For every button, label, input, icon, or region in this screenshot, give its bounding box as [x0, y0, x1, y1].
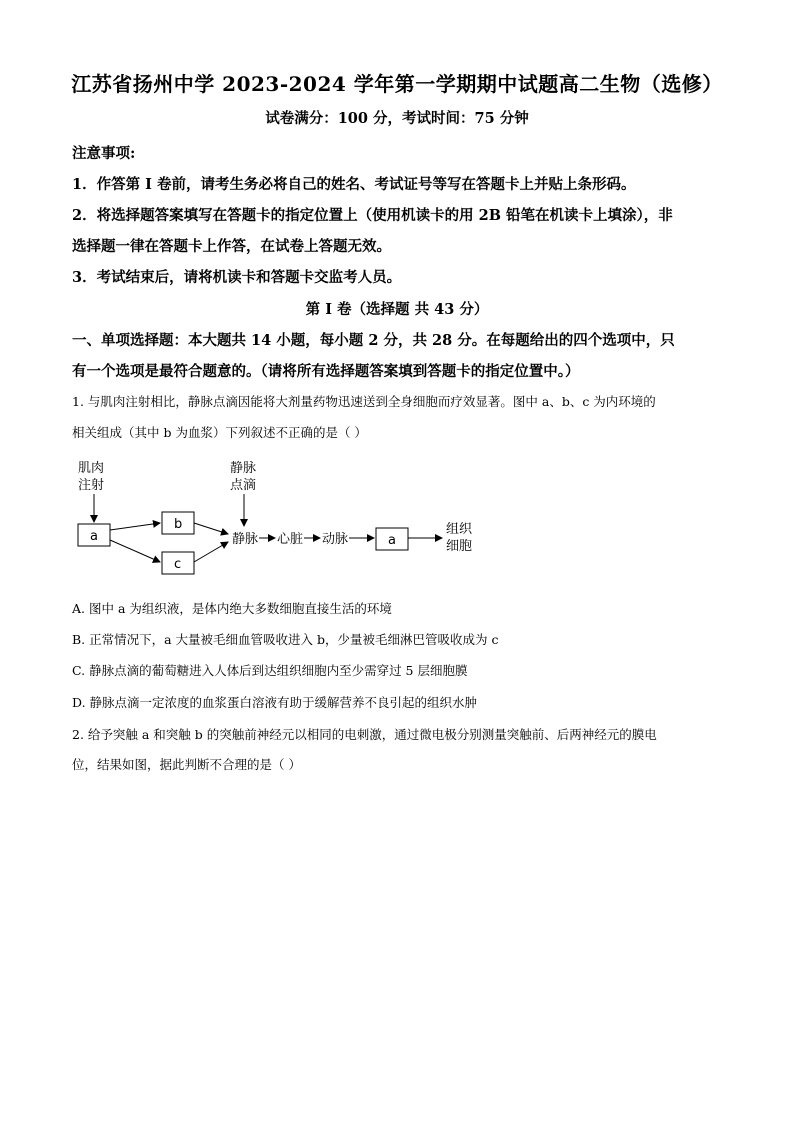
label-muscle-injection-1: 肌肉: [78, 461, 105, 476]
question-2-stem-line-1: 2. 给予突触 a 和突触 b 的突触前神经元以相同的电刺激，通过微电极分别测量突触前、后两神经元的膜电: [72, 727, 657, 742]
section-intro-2: 有一个选项是最符合题意的。（请将所有选择题答案填到答题卡的指定位置中。）: [72, 363, 580, 380]
box-a-second-label: a: [388, 533, 396, 548]
body-fluid-flow-diagram: [66, 458, 506, 588]
box-b-label: b: [174, 517, 183, 532]
notice-item-2: 2．将选择题答案填写在答题卡的指定位置上（使用机读卡的用 2B 铅笔在机读卡上填涂），非: [72, 207, 673, 224]
question-1-stem-line-1: 1. 与肌肉注射相比，静脉点滴因能将大剂量药物迅速送到全身细胞而疗效显著。图中 a、b、c 为内环境的: [72, 394, 656, 409]
exam-title: 江苏省扬州中学 2023-2024 学年第一学期期中试题高二生物（选修）: [71, 72, 723, 96]
arrow-a-to-c: [110, 540, 160, 562]
notice-heading: 注意事项:: [72, 145, 136, 162]
question-2-stem-line-2: 位，结果如图，据此判断不合理的是（ ）: [72, 757, 301, 772]
box-c-label: c: [174, 557, 182, 572]
question-1-stem-line-2: 相关组成（其中 b 为血浆）下列叙述不正确的是（ ）: [72, 425, 367, 440]
arrow-c-to-vein: [194, 542, 228, 562]
notice-item-3: 3．考试结束后，请将机读卡和答题卡交监考人员。: [72, 269, 402, 286]
section-heading: 第 I 卷（选择题 共 43 分）: [305, 301, 489, 318]
section-intro-1: 一、单项选择题：本大题共 14 小题，每小题 2 分，共 28 分。在每题给出的四个选项中，只: [72, 332, 675, 349]
question-1-option-a: A. 图中 a 为组织液，是体内绝大多数细胞直接生活的环境: [72, 601, 392, 616]
arrow-a-to-b: [110, 523, 160, 530]
label-iv-drip-2: 点滴: [230, 478, 257, 493]
label-heart: 心脏: [277, 532, 304, 547]
arrow-b-to-vein: [194, 523, 228, 534]
label-iv-drip-1: 静脉: [230, 461, 257, 476]
label-artery: 动脉: [322, 532, 349, 547]
question-1-option-c: C. 静脉点滴的葡萄糖进入人体后到达组织细胞内至少需穿过 5 层细胞膜: [72, 663, 468, 678]
label-tissue-cell-1: 组织: [446, 522, 473, 537]
exam-subtitle: 试卷满分：100 分，考试时间：75 分钟: [265, 110, 529, 127]
box-a-label: a: [90, 529, 98, 544]
question-1-option-d: D. 静脉点滴一定浓度的血浆蛋白溶液有助于缓解营养不良引起的组织水肿: [72, 695, 478, 710]
notice-item-2-cont: 选择题一律在答题卡上作答，在试卷上答题无效。: [72, 238, 391, 255]
question-1-option-b: B. 正常情况下，a 大量被毛细血管吸收进入 b，少量被毛细淋巴管吸收成为 c: [72, 632, 499, 647]
notice-item-1: 1．作答第 I 卷前，请考生务必将自己的姓名、考试证号等写在答题卡上并贴上条形码。: [72, 176, 636, 193]
label-muscle-injection-2: 注射: [78, 478, 105, 493]
label-tissue-cell-2: 细胞: [446, 539, 473, 554]
label-vein: 静脉: [232, 532, 259, 547]
